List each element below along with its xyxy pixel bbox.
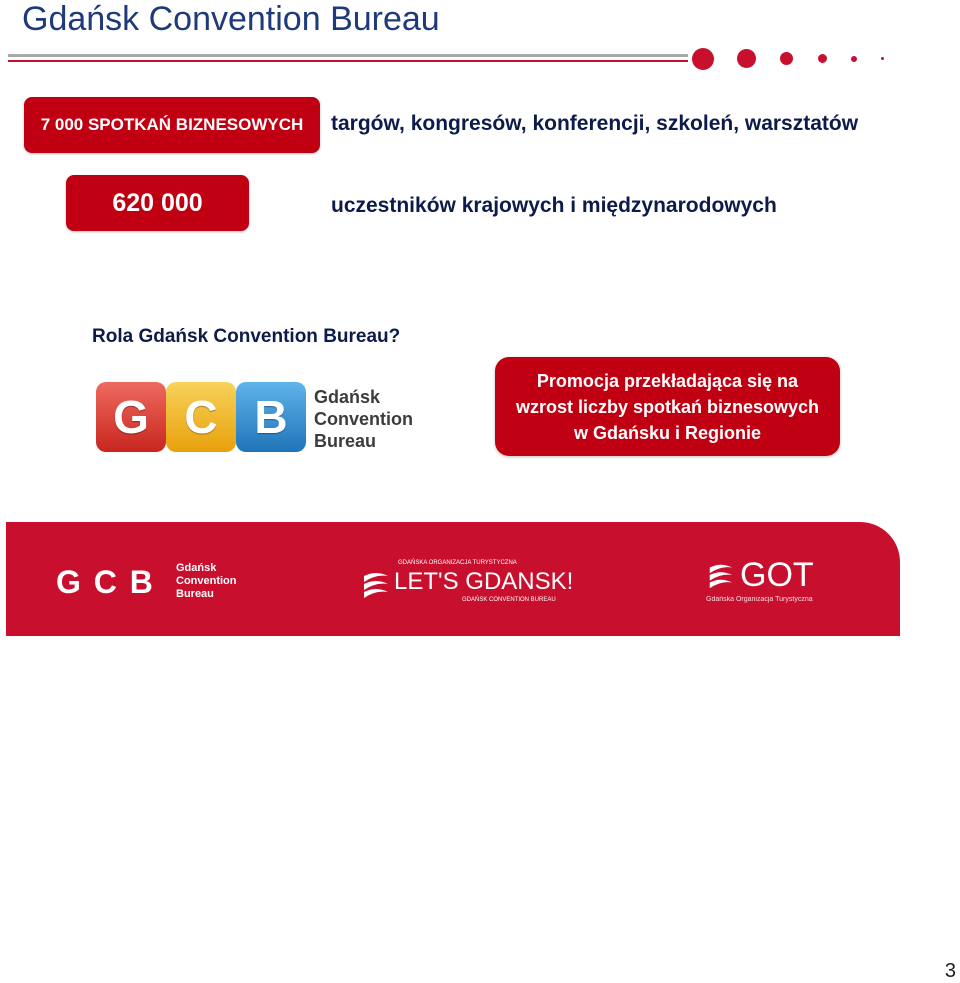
gcb-tile-b: B [236, 382, 306, 452]
promo-line-3: w Gdańsku i Regionie [573, 422, 762, 443]
decor-dot-6 [881, 57, 884, 60]
gcb-tile-g: G [96, 382, 166, 452]
role-question: Rola Gdańsk Convention Bureau? [92, 326, 401, 347]
footer-gcb-word-1: Gdańsk [176, 562, 217, 574]
gcb-tile-c: C [166, 382, 236, 452]
stat-description-meetings: targów, kongresów, konferencji, szkoleń, warsztatów [331, 112, 859, 135]
promo-line-2: wzrost liczby spotkań biznesowych [515, 396, 820, 417]
letsgdansk-bottom: GDAŃSK CONVENTION BUREAU [462, 597, 556, 603]
got-main: GOT [740, 556, 814, 594]
decor-dot-3 [780, 52, 793, 65]
header-rule-grey [8, 54, 688, 57]
footer-gcb-word-3: Bureau [176, 588, 214, 600]
promo-box [495, 357, 840, 456]
letsgdansk-top: GDAŃSKA ORGANIZACJA TURYSTYCZNA [398, 560, 517, 566]
footer-gcb-words [176, 562, 237, 601]
decor-dot-4 [818, 54, 827, 63]
promo-line-1: Promocja przekładająca się na [536, 370, 799, 391]
wave-icon [706, 560, 736, 590]
stat-value-participants: 620 000 [66, 175, 249, 231]
gcb-logo [96, 382, 426, 458]
gcb-word-3: Bureau [314, 431, 377, 451]
page-title: Gdańsk Convention Bureau [22, 0, 440, 38]
stat-value-meetings: 7 000 SPOTKAŃ BIZNESOWYCH [24, 97, 320, 153]
wave-icon [360, 568, 392, 600]
page-number: 3 [944, 960, 956, 982]
stat-description-participants: uczestników krajowych i międzynarodowych [331, 194, 777, 217]
letsgdansk-main: LET'S GDANSK! [394, 568, 574, 595]
gcb-logo-words [314, 386, 413, 452]
partner-logo-band [6, 522, 900, 636]
decor-dot-1 [692, 48, 714, 70]
footer-letsgdansk-logo [360, 560, 574, 606]
gcb-word-1: Gdańsk [314, 387, 381, 407]
footer-got-logo [706, 556, 836, 604]
footer-gcb-letters: G C B [56, 564, 155, 600]
got-sub: Gdańska Organizacja Turystyczna [706, 596, 813, 603]
gcb-word-2: Convention [314, 409, 413, 429]
decor-dot-5 [851, 56, 857, 62]
footer-gcb-word-2: Convention [176, 575, 237, 587]
decor-dot-2 [737, 49, 756, 68]
header-rule-red [8, 60, 688, 62]
